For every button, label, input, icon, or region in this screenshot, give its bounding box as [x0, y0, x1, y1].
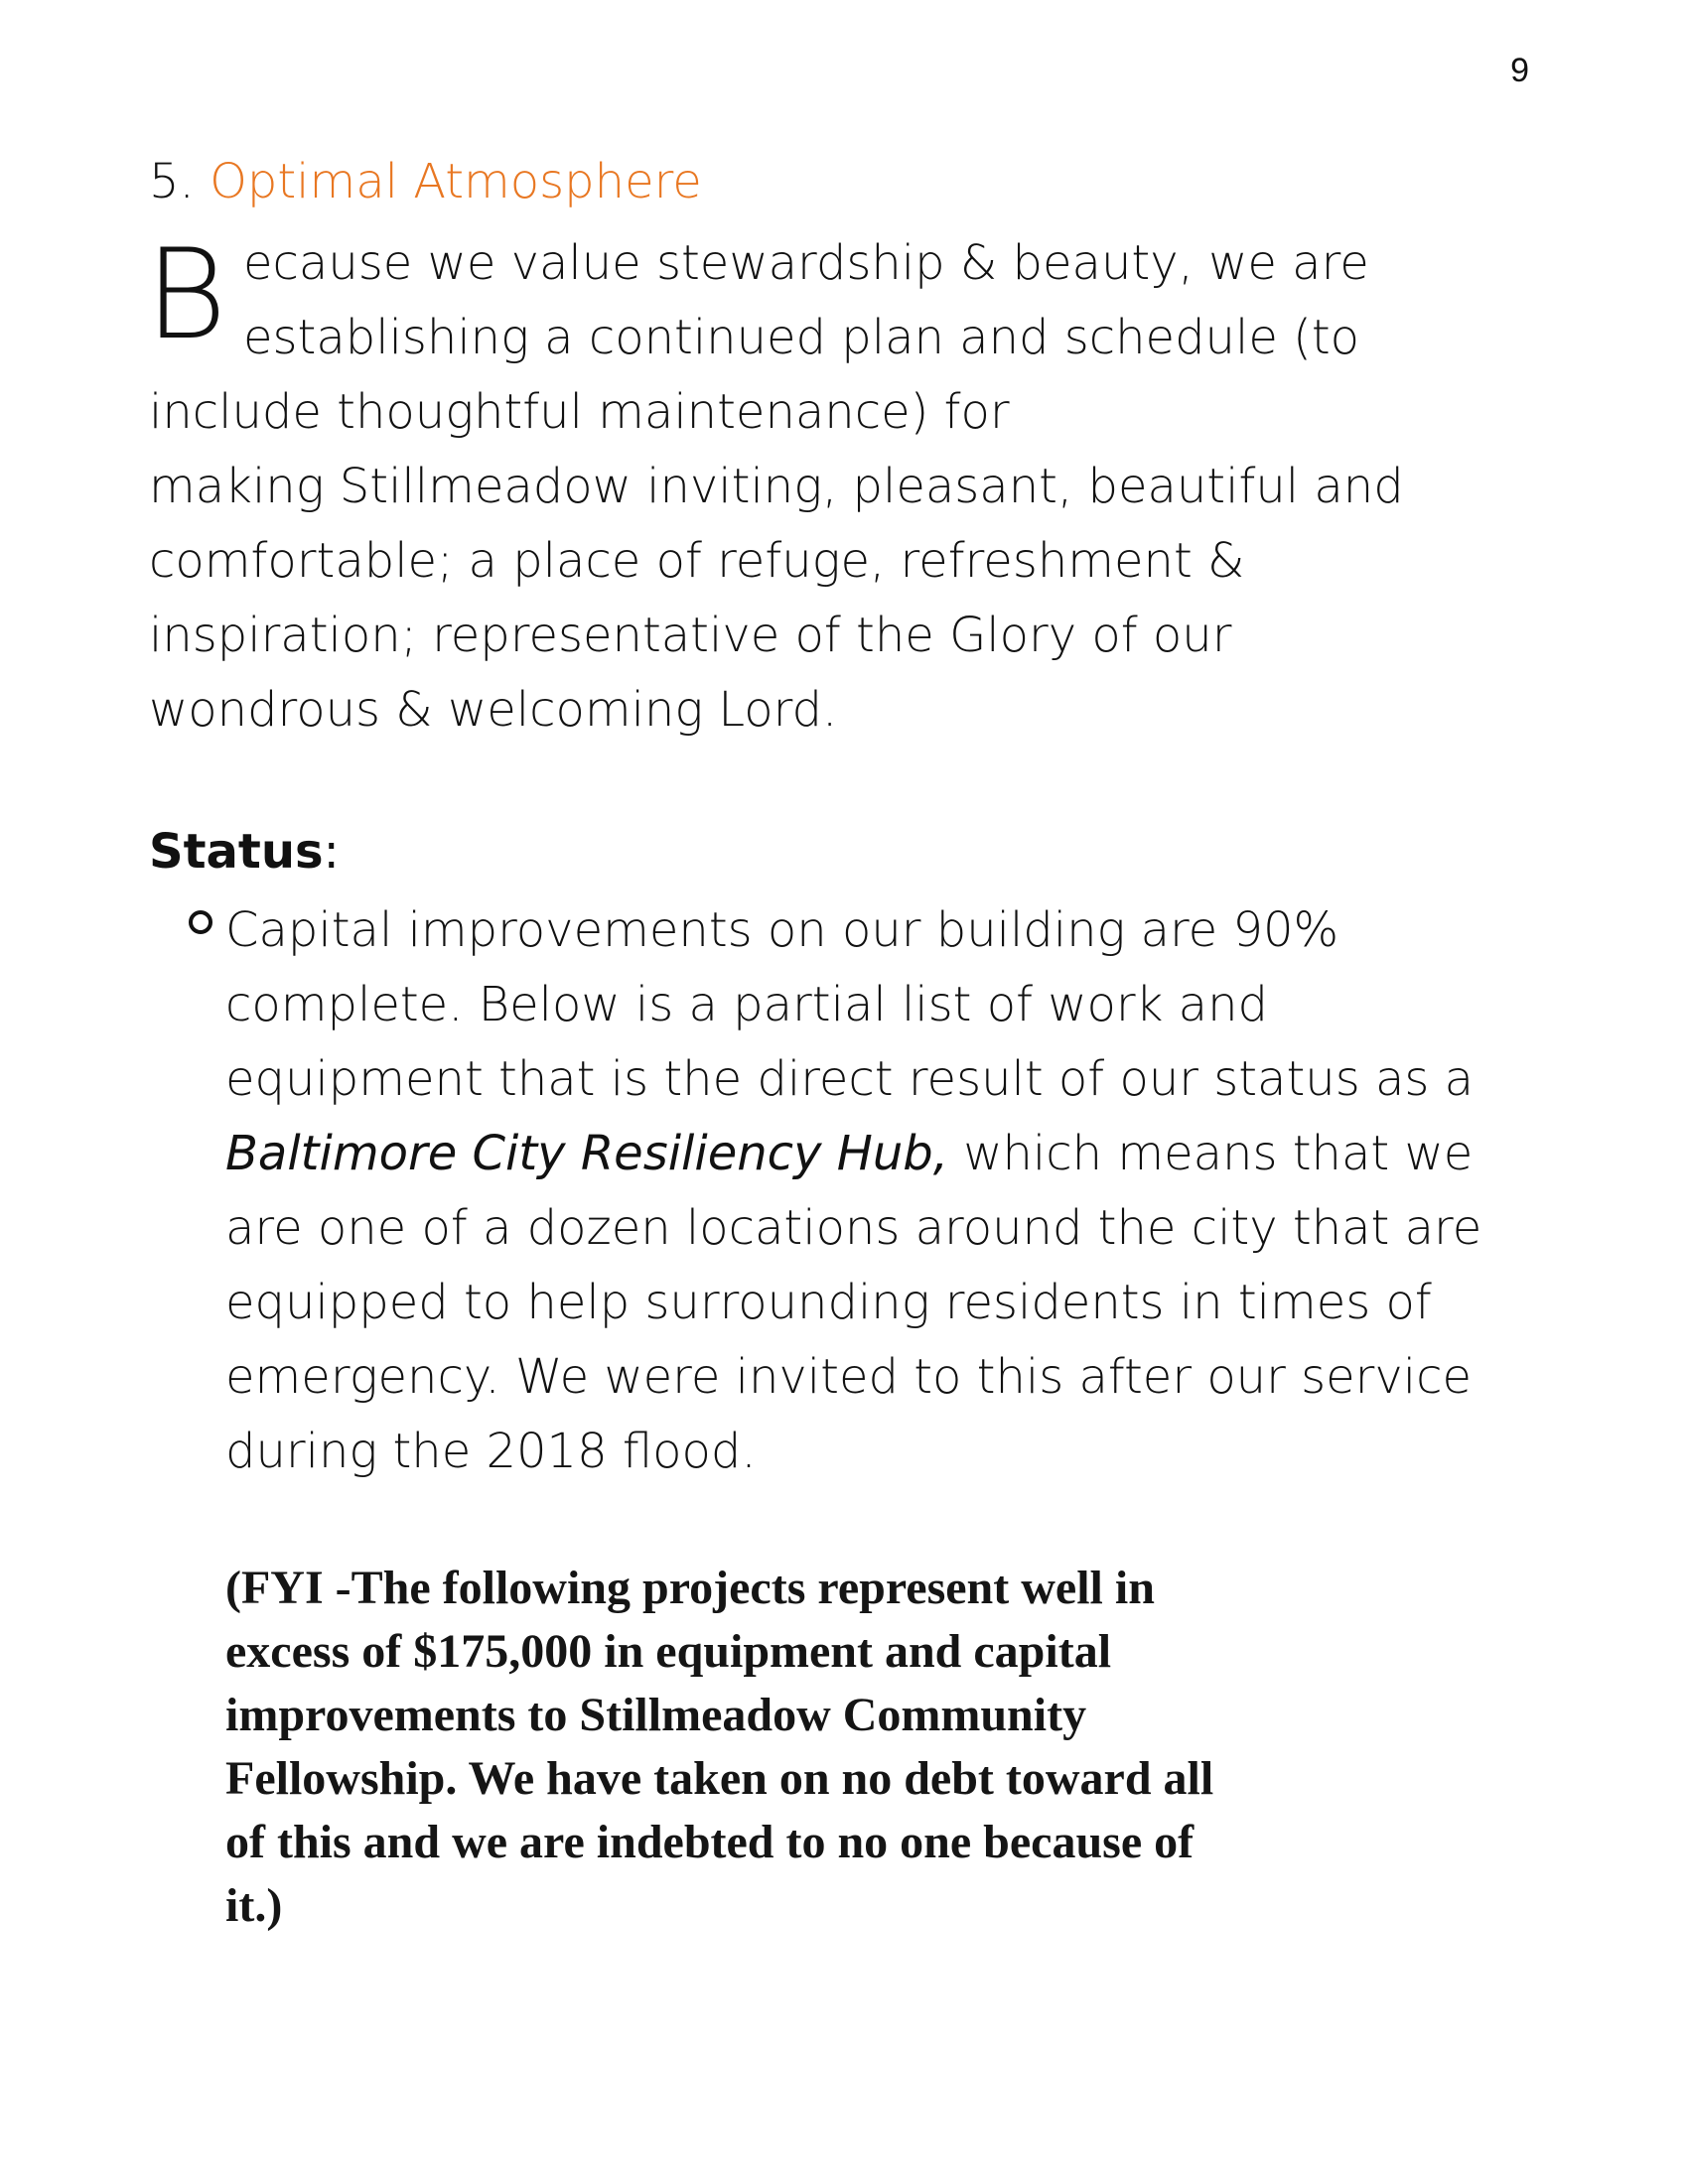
status-line: are one of a dozen locations around the city that are — [225, 1200, 1482, 1256]
fyi-note — [225, 1557, 1536, 1938]
intro-line: inspiration; representative of the Glory of our — [149, 608, 1232, 663]
fyi-line: (FYI -The following projects represent well in — [225, 1562, 1155, 1614]
section-number: 5. — [149, 154, 195, 209]
intro-line: comfortable; a place of refuge, refreshment & — [149, 533, 1245, 589]
intro-line: wondrous & welcoming Lord. — [149, 682, 838, 738]
hollow-circle-bullet-icon — [189, 910, 212, 934]
status-line: complete. Below is a partial list of work and — [225, 977, 1268, 1032]
intro-paragraph — [145, 221, 1470, 748]
status-heading — [149, 822, 340, 882]
intro-line: include thoughtful maintenance) for — [149, 384, 1010, 440]
fyi-line: excess of $175,000 in equipment and capital — [225, 1625, 1112, 1678]
section-title: Optimal Atmosphere — [210, 154, 702, 209]
status-line — [225, 1117, 1576, 1191]
fyi-line: it.) — [225, 1879, 283, 1932]
fyi-line: Fellowship. We have taken on no debt toward all — [225, 1752, 1214, 1805]
intro-line: ecause we value stewardship & beauty, we are — [243, 235, 1369, 291]
resiliency-hub-name: Baltimore City Resiliency Hub, — [225, 1126, 948, 1181]
fyi-line: of this and we are indebted to no one because of — [225, 1816, 1195, 1868]
status-line-rest: which means that we — [947, 1126, 1474, 1181]
page-number: 9 — [1510, 52, 1529, 89]
intro-line: establishing a continued plan and schedule (to — [243, 310, 1360, 365]
status-line: emergency. We were invited to this after our service — [225, 1349, 1473, 1405]
fyi-line: improvements to Stillmeadow Community — [225, 1689, 1087, 1741]
intro-line: making Stillmeadow inviting, pleasant, beautiful and — [149, 459, 1404, 514]
status-line: during the 2018 flood. — [225, 1424, 757, 1479]
status-bullet-text — [225, 893, 1576, 1489]
status-label: Status — [149, 824, 324, 880]
status-line: equipment that is the direct result of our status as a — [225, 1051, 1475, 1107]
status-line: equipped to help surrounding residents in times of — [225, 1275, 1432, 1330]
dropcap-block — [145, 221, 1470, 375]
section-heading — [149, 152, 702, 211]
status-colon: : — [323, 824, 340, 880]
dropcap-letter: B — [145, 221, 227, 367]
status-line: Capital improvements on our building are 90% — [225, 902, 1339, 958]
